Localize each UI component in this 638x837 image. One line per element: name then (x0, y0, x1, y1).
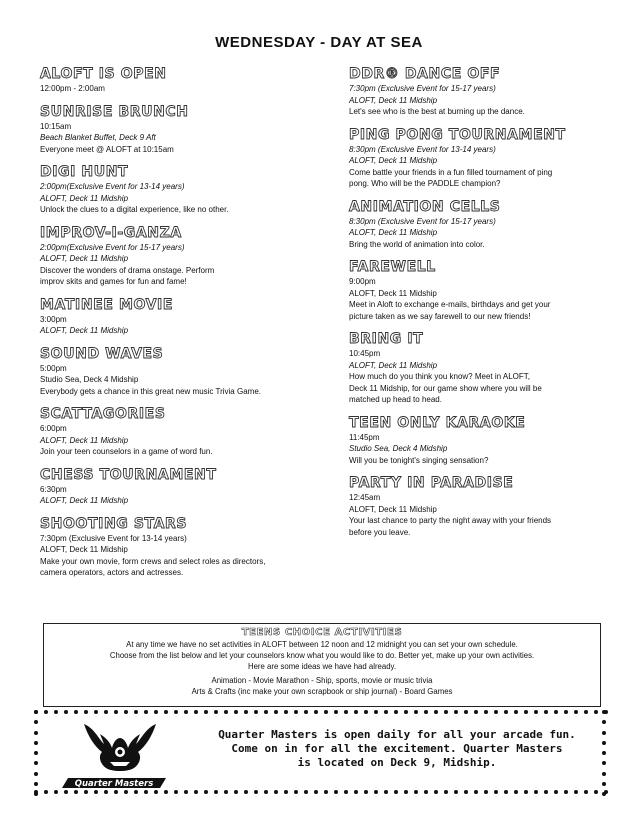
event-detail: Discover the wonders of drama onstage. Perform (40, 265, 215, 275)
border-dot (254, 790, 258, 794)
border-dot (454, 710, 458, 714)
event-title: DDR® DANCE OFF (349, 66, 501, 82)
quarter-masters-line: is located on Deck 9, Midship. (297, 756, 497, 769)
border-dot (574, 790, 578, 794)
border-dot (164, 710, 168, 714)
teens-choice-line: Arts & Crafts (inc make your own scrapbook or ship journal) - Board Games (191, 687, 453, 696)
border-dot (584, 710, 588, 714)
event-title: SCATTAGORIES (40, 406, 166, 422)
border-dot (34, 761, 38, 765)
border-dot (94, 710, 98, 714)
event-detail: ALOFT, Deck 11 Midship (349, 360, 438, 370)
event-detail: Deck 11 Midship, for our game show where you will be (349, 383, 542, 393)
event-detail: 5:00pm (40, 363, 67, 373)
border-dot (454, 790, 458, 794)
quarter-masters-line: Quarter Masters is open daily for all your arcade fun. (218, 728, 576, 741)
border-dot (324, 790, 328, 794)
border-dot (154, 710, 158, 714)
border-dot (564, 790, 568, 794)
dotted-border-right (602, 710, 608, 796)
border-dot (354, 790, 358, 794)
border-dot (504, 710, 508, 714)
event-detail: 10:45pm (349, 349, 381, 358)
event-detail: Meet in Aloft to exchange e-mails, birthdays and get your (349, 300, 551, 309)
border-dot (514, 710, 518, 714)
border-dot (534, 790, 538, 794)
event-detail: improv skits and games for fun and fame! (40, 277, 187, 286)
event-detail: 11:45pm (349, 432, 380, 442)
border-dot (74, 790, 78, 794)
dotted-border-bottom (34, 790, 608, 796)
border-dot (554, 710, 558, 714)
event-detail: 12:00pm - 2:00am (40, 84, 105, 93)
border-dot (584, 790, 588, 794)
border-dot (244, 710, 248, 714)
border-dot (364, 790, 368, 794)
border-dot (602, 720, 606, 724)
event-detail: 2:00pm(Exclusive Event for 15-17 years) (40, 242, 185, 252)
border-dot (304, 710, 308, 714)
border-dot (194, 710, 198, 714)
border-dot (84, 710, 88, 714)
quarter-masters-box (34, 710, 608, 796)
border-dot (464, 710, 468, 714)
border-dot (544, 790, 548, 794)
border-dot (484, 710, 488, 714)
border-dot (124, 710, 128, 714)
border-dot (264, 710, 268, 714)
event-item (349, 127, 611, 190)
border-dot (294, 710, 298, 714)
border-dot (154, 790, 158, 794)
border-dot (294, 790, 298, 794)
border-dot (602, 772, 606, 776)
event-title: DIGI HUNT (40, 164, 129, 180)
border-dot (564, 710, 568, 714)
border-dot (602, 741, 606, 745)
border-dot (204, 710, 208, 714)
event-item (40, 467, 308, 507)
border-dot (164, 790, 168, 794)
event-title: PARTY IN PARADISE (349, 475, 514, 491)
event-item (349, 66, 611, 118)
border-dot (34, 792, 38, 796)
event-detail: 8:30pm (Exclusive Event for 15-17 years) (349, 216, 496, 226)
event-detail: 6:00pm (40, 424, 67, 433)
event-item (40, 406, 308, 458)
border-dot (314, 710, 318, 714)
border-dot (504, 790, 508, 794)
event-title: CHESS TOURNAMENT (40, 466, 217, 483)
border-dot (314, 790, 318, 794)
border-dot (602, 761, 606, 765)
border-dot (394, 790, 398, 794)
event-title: SHOOTING STARS (40, 515, 188, 532)
border-dot (514, 790, 518, 794)
event-item (40, 225, 308, 288)
event-detail: ALOFT, Deck 11 Midship (349, 504, 437, 514)
event-item (349, 415, 611, 467)
border-dot (444, 790, 448, 794)
border-dot (414, 710, 418, 714)
border-dot (554, 790, 558, 794)
border-dot (104, 710, 108, 714)
border-dot (34, 741, 38, 745)
border-dot (414, 790, 418, 794)
event-title: FAREWELL (349, 259, 436, 275)
event-item (349, 475, 611, 538)
border-dot (134, 710, 138, 714)
border-dot (602, 751, 606, 755)
event-title: SUNRISE BRUNCH (40, 103, 189, 120)
dotted-border-left (34, 710, 40, 796)
event-detail: ALOFT, Deck 11 Midship (349, 95, 438, 105)
border-dot (474, 710, 478, 714)
border-dot (54, 790, 58, 794)
event-detail: 10:15am (40, 121, 72, 131)
border-dot (464, 790, 468, 794)
border-dot (114, 790, 118, 794)
event-detail: matched up head to head. (349, 395, 442, 404)
event-detail: Will you be tonight's singing sensation? (349, 455, 489, 465)
border-dot (134, 790, 138, 794)
border-dot (594, 790, 598, 794)
event-detail: ALOFT, Deck 11 Midship (40, 435, 129, 445)
event-title: IMPROV-I-GANZA (40, 224, 182, 241)
event-detail: Join your teen counselors in a game of word fun. (40, 447, 213, 456)
border-dot (184, 710, 188, 714)
event-detail: ALOFT, Deck 11 Midship (40, 545, 128, 554)
border-dot (344, 790, 348, 794)
event-detail: ALOFT, Deck 11 Midship (40, 193, 129, 203)
event-detail: Studio Sea, Deck 4 Midship (349, 444, 448, 453)
event-title: ALOFT IS OPEN (40, 66, 167, 82)
right-column (349, 66, 611, 547)
event-item (40, 516, 308, 579)
event-detail: picture taken as we say farewell to our new friends! (349, 311, 531, 321)
border-dot (34, 751, 38, 755)
border-dot (344, 710, 348, 714)
teens-choice-line: At any time we have no set activities in ALOFT between 12 noon and 12 midnight you can set your own schedule. (126, 640, 518, 649)
event-item (40, 104, 308, 156)
border-dot (144, 790, 148, 794)
border-dot (174, 790, 178, 794)
teens-choice-title: TEENS CHOICE ACTIVITIES (241, 627, 403, 638)
border-dot (274, 790, 278, 794)
border-dot (34, 772, 38, 776)
quarter-masters-logo (54, 718, 178, 790)
border-dot (404, 710, 408, 714)
border-dot (234, 790, 238, 794)
event-detail: Make your own movie, form crews and select roles as directors, (40, 556, 266, 566)
event-detail: 6:30pm (40, 484, 67, 494)
border-dot (64, 710, 68, 714)
border-dot (214, 790, 218, 794)
border-dot (284, 710, 288, 714)
event-item (349, 259, 611, 322)
border-dot (284, 790, 288, 794)
event-detail: 7:30pm (Exclusive Event for 15-17 years) (349, 84, 496, 93)
border-dot (84, 790, 88, 794)
border-dot (184, 790, 188, 794)
border-dot (602, 731, 606, 735)
event-detail: 12:45am (349, 493, 381, 502)
event-title: TEEN ONLY KARAOKE (349, 414, 526, 431)
border-dot (524, 710, 528, 714)
event-detail: Everyone meet @ ALOFT at 10:15am (40, 144, 174, 154)
event-detail: ALOFT, Deck 11 Midship (349, 288, 437, 298)
border-dot (602, 782, 606, 786)
event-detail: camera operators, actors and actresses. (40, 568, 184, 577)
event-detail: ALOFT, Deck 11 Midship (40, 326, 129, 335)
quarter-masters-text (202, 728, 592, 770)
event-detail: Studio Sea, Deck 4 Midship (40, 375, 139, 384)
border-dot (602, 792, 606, 796)
border-dot (424, 790, 428, 794)
event-detail: Bring the world of animation into color. (349, 239, 485, 249)
event-detail: ALOFT, Deck 11 Midship (349, 228, 438, 237)
border-dot (494, 710, 498, 714)
event-item (40, 297, 308, 337)
event-detail: before you leave. (349, 527, 411, 537)
quarter-masters-line: Come on in for all the excitement. Quarter Masters (231, 742, 563, 755)
border-dot (34, 731, 38, 735)
event-detail: ALOFT, Deck 11 Midship (349, 156, 438, 165)
border-dot (34, 782, 38, 786)
border-dot (494, 790, 498, 794)
border-dot (54, 710, 58, 714)
event-detail: Let's see who is the best at burning up the dance. (349, 107, 525, 116)
border-dot (544, 710, 548, 714)
border-dot (434, 790, 438, 794)
logo-text: Quarter Masters (74, 779, 154, 789)
event-detail: 3:00pm (40, 314, 67, 324)
page-title: WEDNESDAY - DAY AT SEA (215, 34, 423, 51)
border-dot (364, 710, 368, 714)
event-item (40, 164, 308, 216)
border-dot (304, 790, 308, 794)
event-detail: Everybody gets a chance in this great new music Trivia Game. (40, 386, 261, 396)
border-dot (324, 710, 328, 714)
border-dot (374, 790, 378, 794)
event-title: SOUND WAVES (40, 345, 164, 362)
border-dot (424, 710, 428, 714)
border-dot (224, 710, 228, 714)
border-dot (224, 790, 228, 794)
border-dot (124, 790, 128, 794)
event-detail: Come battle your friends in a fun filled tournament of ping (349, 167, 553, 177)
teens-choice-box (43, 623, 601, 707)
event-item (40, 66, 308, 95)
event-title: ANIMATION CELLS (349, 198, 501, 215)
border-dot (434, 710, 438, 714)
event-item (349, 331, 611, 406)
border-dot (274, 710, 278, 714)
border-dot (474, 790, 478, 794)
event-title: MATINEE MOVIE (40, 296, 174, 313)
border-dot (534, 710, 538, 714)
border-dot (354, 710, 358, 714)
border-dot (484, 790, 488, 794)
event-detail: 9:00pm (349, 277, 376, 286)
event-detail: 7:30pm (Exclusive Event for 13-14 years) (40, 533, 187, 543)
border-dot (594, 710, 598, 714)
border-dot (34, 720, 38, 724)
border-dot (74, 710, 78, 714)
border-dot (244, 790, 248, 794)
event-detail: 8:30pm (Exclusive Event for 13-14 years) (349, 144, 496, 154)
border-dot (194, 790, 198, 794)
event-detail: Your last chance to party the night away with your friends (349, 516, 552, 525)
event-detail: Unlock the clues to a digital experience, like no other. (40, 205, 229, 214)
border-dot (114, 710, 118, 714)
border-dot (144, 710, 148, 714)
event-item (349, 199, 611, 251)
border-dot (204, 790, 208, 794)
border-dot (174, 710, 178, 714)
border-dot (394, 710, 398, 714)
border-dot (574, 710, 578, 714)
border-dot (34, 710, 38, 714)
event-title: BRING IT (349, 331, 424, 347)
event-detail: ALOFT, Deck 11 Midship (40, 254, 129, 263)
dotted-border-top (34, 710, 608, 716)
border-dot (404, 790, 408, 794)
border-dot (264, 790, 268, 794)
event-item (40, 346, 308, 398)
teens-choice-line: Choose from the list below and let your counselors know what you would like to do. Better yet, make up your own activities. (109, 651, 535, 660)
event-detail: ALOFT, Deck 11 Midship (40, 496, 129, 505)
border-dot (44, 790, 48, 794)
border-dot (524, 790, 528, 794)
border-dot (334, 710, 338, 714)
event-title: PING PONG TOURNAMENT (349, 126, 566, 143)
border-dot (64, 790, 68, 794)
left-column (40, 66, 308, 588)
border-dot (384, 710, 388, 714)
border-dot (444, 710, 448, 714)
border-dot (374, 710, 378, 714)
border-dot (334, 790, 338, 794)
event-detail: How much do you think you know? Meet in ALOFT, (349, 372, 530, 381)
event-detail: Beach Blanket Buffet, Deck 9 Aft (40, 133, 156, 142)
event-detail: pong. Who will be the PADDLE champion? (349, 179, 501, 188)
event-detail: 2:00pm(Exclusive Event for 13-14 years) (40, 182, 185, 191)
border-dot (94, 790, 98, 794)
teens-choice-line: Here are some ideas we have had already. (247, 662, 397, 671)
teens-choice-line: Animation - Movie Marathon - Ship, sports, movie or music trivia (211, 676, 433, 685)
border-dot (254, 710, 258, 714)
border-dot (44, 710, 48, 714)
border-dot (602, 710, 606, 714)
border-dot (104, 790, 108, 794)
border-dot (234, 710, 238, 714)
border-dot (214, 710, 218, 714)
border-dot (384, 790, 388, 794)
